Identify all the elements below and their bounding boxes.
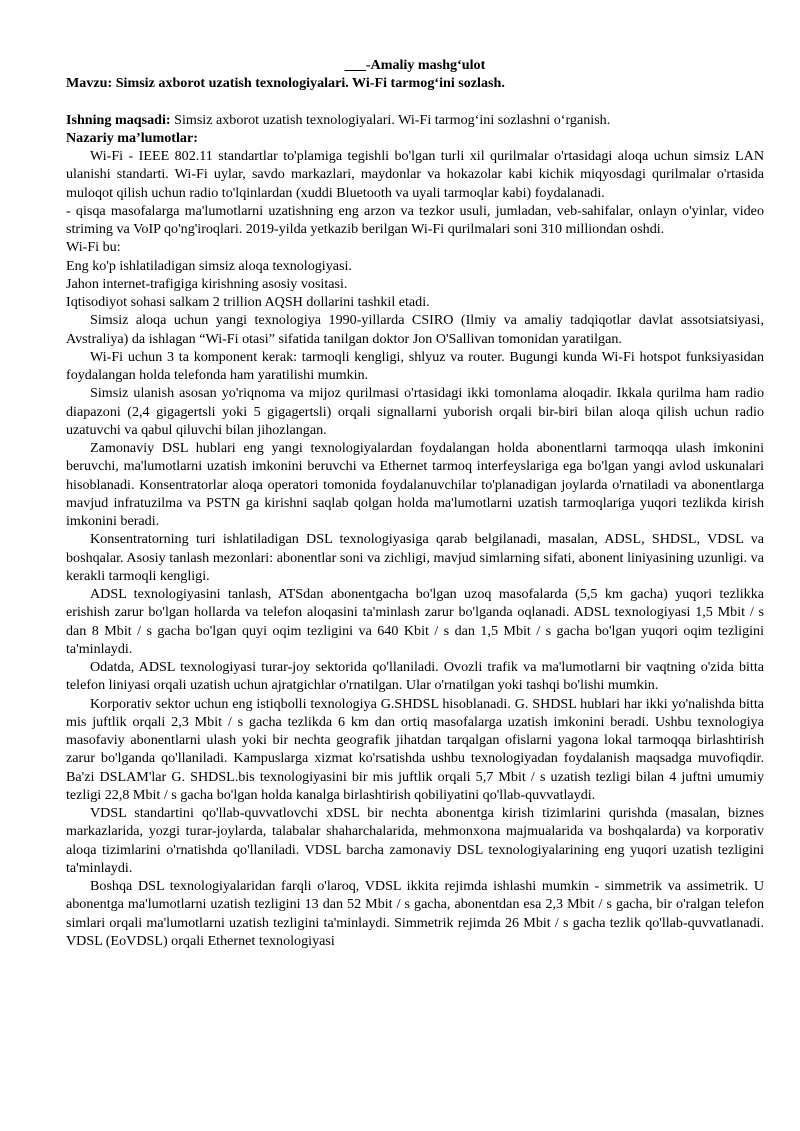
paragraph: Konsentratorning turi ishlatiladigan DSL texnologiyasiga qarab belgilanadi, masalan, ADSL, SHDSL, VDSL va boshqalar. Asosiy tanlash mezonlari: abonentlar soni va zichligi, mavjud simlarning sifati, abonent liniyasining uzunligi. va kerakli tarmoqli kengligi. [66,531,764,584]
title-blank: ___ [344,57,366,73]
list-item: Jahon internet-trafigiga kirishning asosiy vositasi. [66,275,348,292]
paragraph: ADSL texnologiyasini tanlash, ATSdan abonentgacha bo'lgan uzoq masofalarda (5,5 km gacha) yuqori tezlikka erishish zarur bo'lgan hollarda va telefon aloqasini ta'minlash zarur bo'lganda oqlanadi. ADSL texnologiyasi 1,5 Mbit / s dan 8 Mbit / s gacha bo'lgan quyi oqim tezligini va 640 Kbit / s dan 1,5 Mbit / s gacha bo'lgan yuqori oqim tezligini ta'minlaydi. [66,586,764,657]
paragraph: Boshqa DSL texnologiyalaridan farqli o'laroq, VDSL ikkita rejimda ishlashi mumkin - simmetrik va assimetrik. U abonentga ma'lumotlarni uzatish tezligini 13 dan 52 Mbit / s gacha, abonentdan esa 2,3 Mbit / s gacha, bir o'ralgan telefon simlari orqali ma'lumotlarni uzatish tezligini ta'minlaydi. Simmetrik rejimda 26 Mbit / s gacha tezlik qo'llab-quvvatlanadi. VDSL (EoVDSL) orqali Ethernet texnologiyasi [66,878,764,949]
paragraph: VDSL standartini qo'llab-quvvatlovchi xDSL bir nechta abonentga kirish tizimlarini qurishda (masalan, biznes markazlarida, yozgi turar-joylarda, talabalar shaharchalarida, mehmonxona majmualarida va boshqalarda) va korporativ aloqa tizimlarini o'rnatishda qo'llaniladi. VDSL barcha zamonaviy DSL texnologiyalarining eng yuqori uzatish tezligini ta'minlaydi. [66,805,764,876]
paragraph: Simsiz aloqa uchun yangi texnologiya 1990-yillarda CSIRO (Ilmiy va amaliy tadqiqotlar davlat assotsiatsiyasi, Avstraliya) da ishlagan “Wi-Fi otasi” sifatida tanilgan doktor Jon O'Sallivan tomonidan yaratilgan. [66,312,764,347]
aim-label: Ishning maqsadi: [66,111,171,128]
aim-line [66,111,764,129]
aim-text: Simsiz axborot uzatish texnologiyalari. Wi-Fi tarmog‘ini sozlashni o‘rganish. [170,111,611,128]
paragraph: Wi-Fi - IEEE 802.11 standartlar to'plamiga tegishli bo'lgan turli xil qurilmalar o'rtasidagi aloqa uchun simsiz LAN ulanishi standarti. Wi-Fi uylar, savdo markazlari, maydonlar va hokazolar kabi kichik miqyosdagi qurilmalar o'rtasida muloqot qilish uchun radio to'lqinlardan (xuddi Bluetooth va uyali tarmoqlar kabi) foydalanadi. [66,148,764,201]
paragraph: Korporativ sektor uchun eng istiqbolli texnologiya G.SHDSL hisoblanadi. G. SHDSL hublari har ikki yo'nalishda bitta mis juftlik orqali 2,3 Mbit / s gacha tezlikda 6 km dan ortiq masofalarga uzatish imkonini beradi. Ushbu texnologiya masofaviy abonentlarni ulash yoki bir nechta geografik jihatdan tarqalgan ofislarni yagona lokal tarmoqqa birlashtirish zarur bo'lganda qo'llaniladi. Kampuslarga xizmat ko'rsatishda ushbu texnologiyadan foydalanish maqsadga muvofiqdir. Ba'zi DSLAM'lar G. SHDSL.bis texnologiyasini bir mis juftlik orqali 5,7 Mbit / s uzatish tezligi bilan 4 juftni umumiy tezligi 22,8 Mbit / s gacha bo'lgan holda kanalga birlashtirish qobiliyatini qo'llab-quvvatlaydi. [66,695,764,803]
paragraph: Odatda, ADSL texnologiyasi turar-joy sektorida qo'llaniladi. Ovozli trafik va ma'lumotlarni bir vaqtning o'zida bitta telefon liniyasi orqali uzatish uchun ajratgichlar o'rnatilgan. Ular o'rnatilgan yoki tashqi bo'lishi mumkin. [66,659,764,694]
list-intro: Wi-Fi bu: [66,239,121,256]
page-title [66,56,764,74]
theory-heading: Nazariy ma’lumotlar: [66,129,198,146]
list-item: Eng ko'p ishlatiladigan simsiz aloqa texnologiyasi. [66,257,352,274]
paragraph: - qisqa masofalarga ma'lumotlarni uzatishning eng arzon va tezkor usuli, jumladan, veb-sahifalar, onlayn o'yinlar, video striming va VoIP qo'ng'iroqlari. 2019-yilda yetkazib berilgan Wi-Fi qurilmalari soni 310 milliondan oshdi. [66,202,764,237]
title-text: -Amaliy mashg‘ulot [365,57,486,73]
list-item: Iqtisodiyot sohasi salkam 2 trillion AQSH dollarini tashkil etadi. [66,294,430,310]
paragraph: Wi-Fi uchun 3 ta komponent kerak: tarmoqli kengligi, shlyuz va router. Bugungi kunda Wi-Fi hotspot funksiyasidan foydalangan holda telefonda ham yaratilishi mumkin. [66,348,764,383]
paragraph: Zamonaviy DSL hublari eng yangi texnologiyalardan foydalangan holda abonentlarni tarmoqqa ulash imkonini beruvchi, ma'lumotlarni uzatish imkonini beruvchi va Ethernet tarmoq interfeyslariga ega bo'lgan yangi avlod uskunalari hisoblanadi. Konsentratorlar aloqa operatori tomonida foydalanuvchilar to'planadigan joylarda o'rnatiladi va abonentlarga mavjud infratuzilma va PSTN ga kirishni saqlab qolgan holda ma'lumotlarni uzatish tarmoqlariga yuqori tezlikda kirish imkonini beradi. [66,440,764,529]
topic-line: Mavzu: Simsiz axborot uzatish texnologiyalari. Wi-Fi tarmog‘ini sozlash. [66,75,505,92]
paragraph: Simsiz ulanish asosan yo'riqnoma va mijoz qurilmasi o'rtasidagi ikki tomonlama aloqadir. Ikkala qurilma ham radio diapazoni (2,4 gigagertsli yoki 5 gigagertsli) orqali signallarni yuborish orqali bir-biri bilan aloqa qilish uchun radio uzatuvchi va qabul qiluvchi bilan jihozlangan. [66,385,764,438]
